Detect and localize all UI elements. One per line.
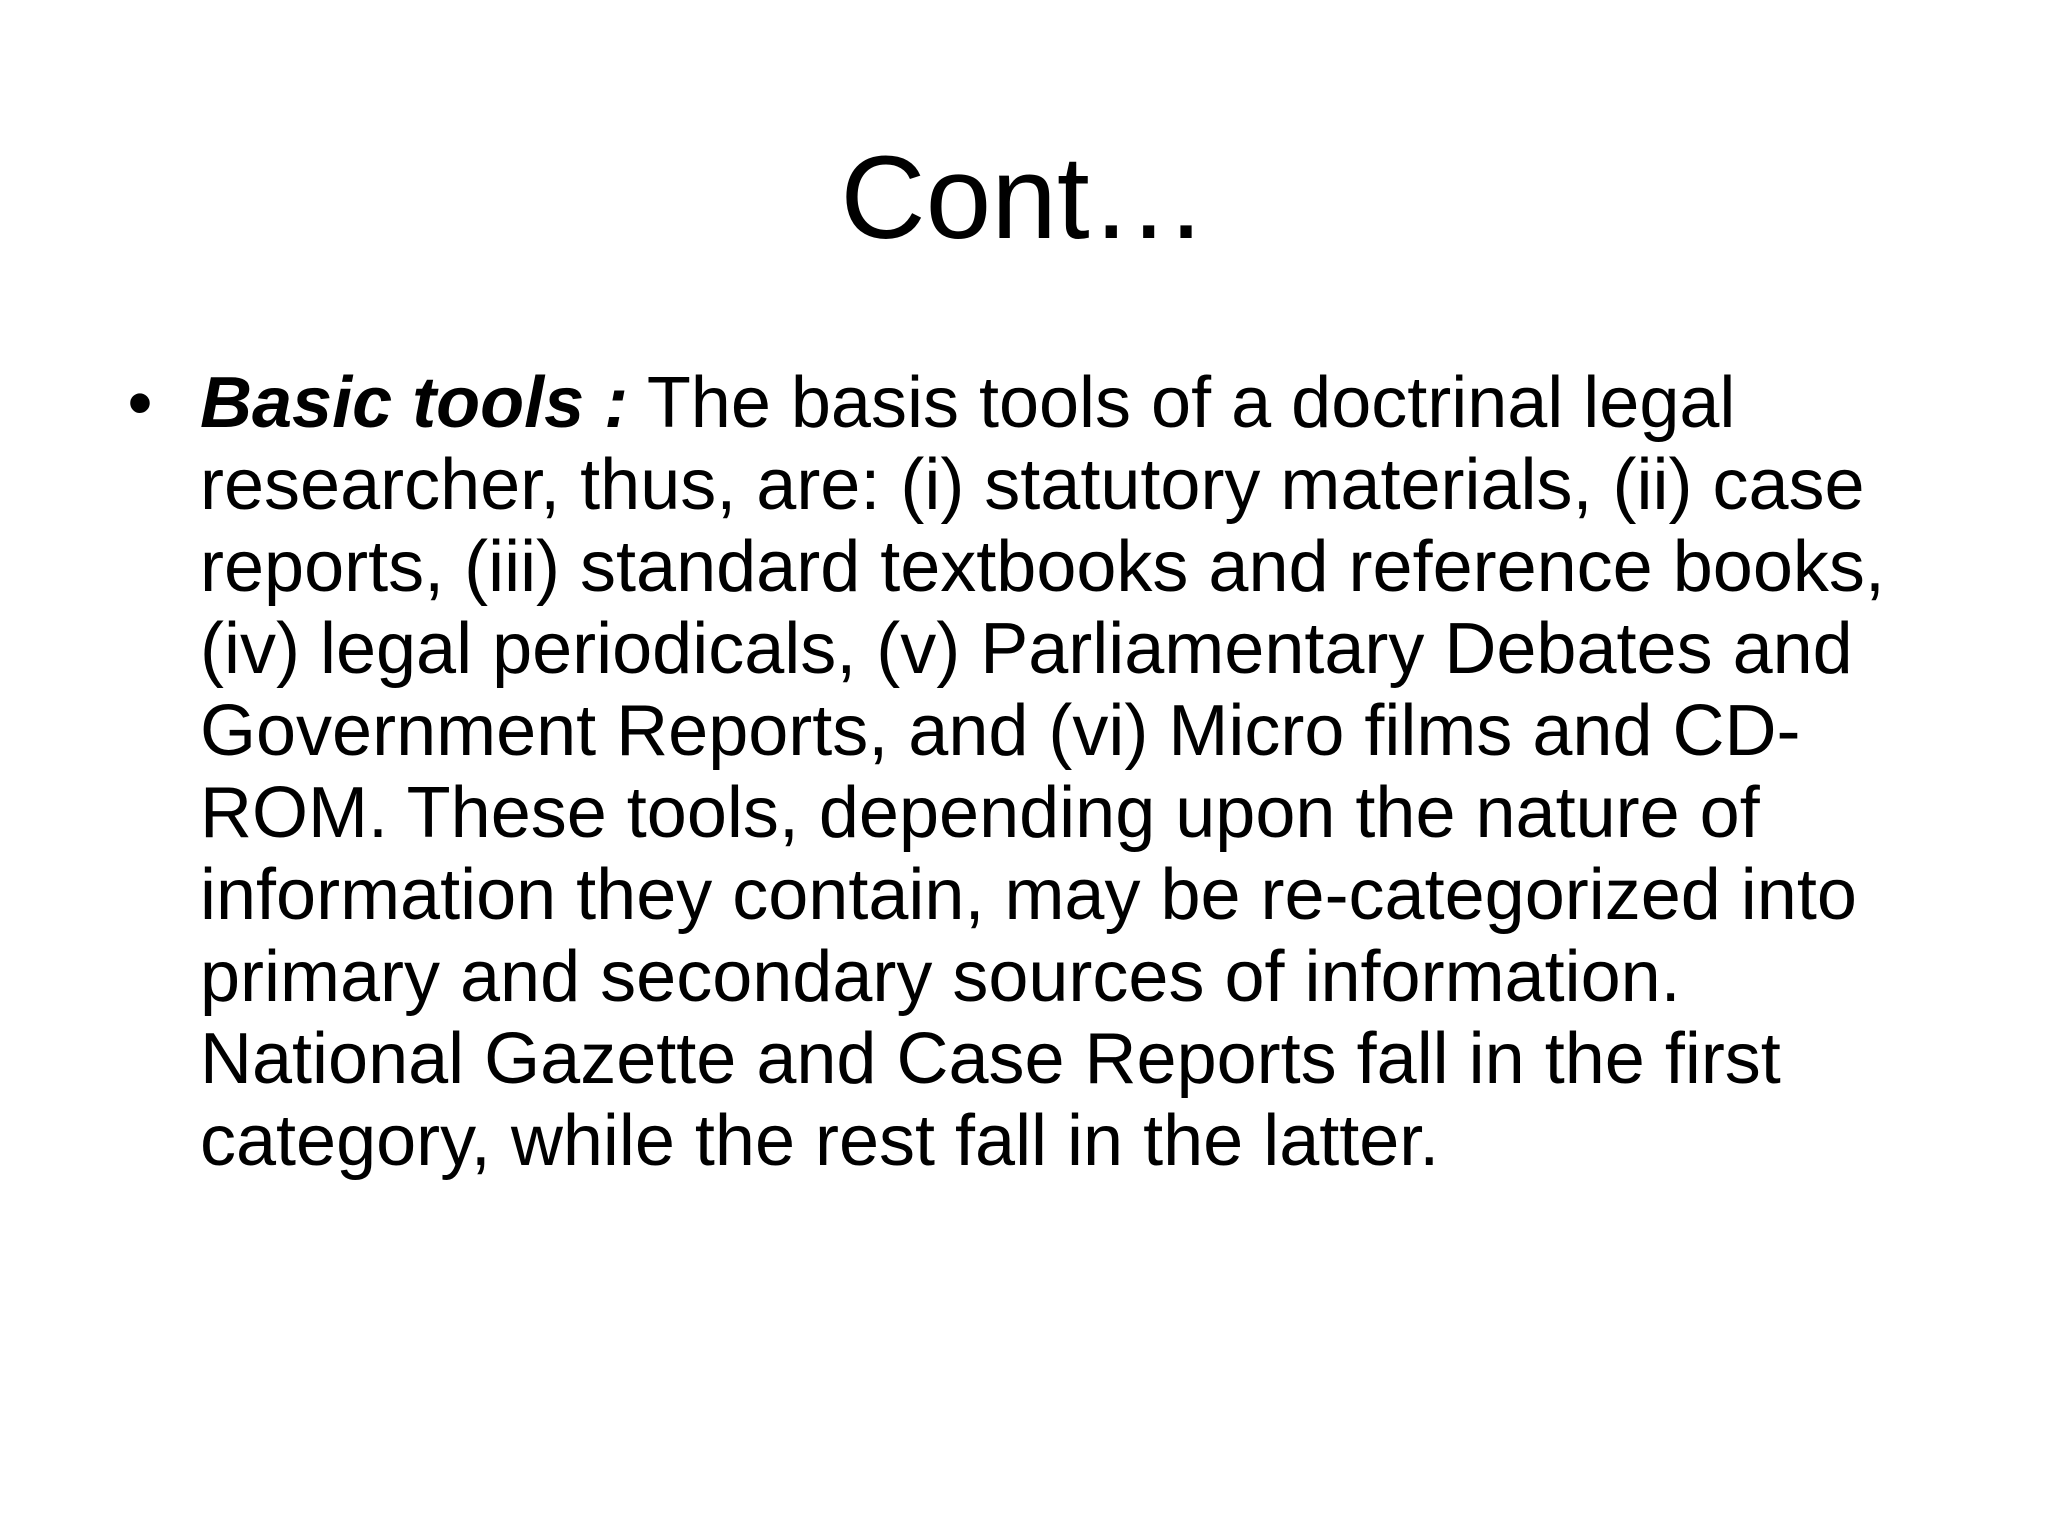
bullet-text: The basis tools of a doctrinal legal researcher, thus, are: (i) statutory materials, (ii) case reports, (iii) standard textbooks and reference books, (iv) legal periodicals, (v) Parliamentary Debates and Government Reports, and (vi) Micro films and CD-ROM. These tools, depending upon the nature of information they contain, may be re-categorized into primary and secondary sources of information. National Gazette and Case Reports fall in the first category, while the rest fall in the latter. <box>200 363 1885 1181</box>
bullet-list <box>120 362 1940 1182</box>
bullet-lead-term: Basic tools : <box>200 363 629 443</box>
bullet-item <box>120 362 1940 1182</box>
bullet-marker: • <box>127 363 153 443</box>
slide-title: Cont… <box>840 132 1208 264</box>
